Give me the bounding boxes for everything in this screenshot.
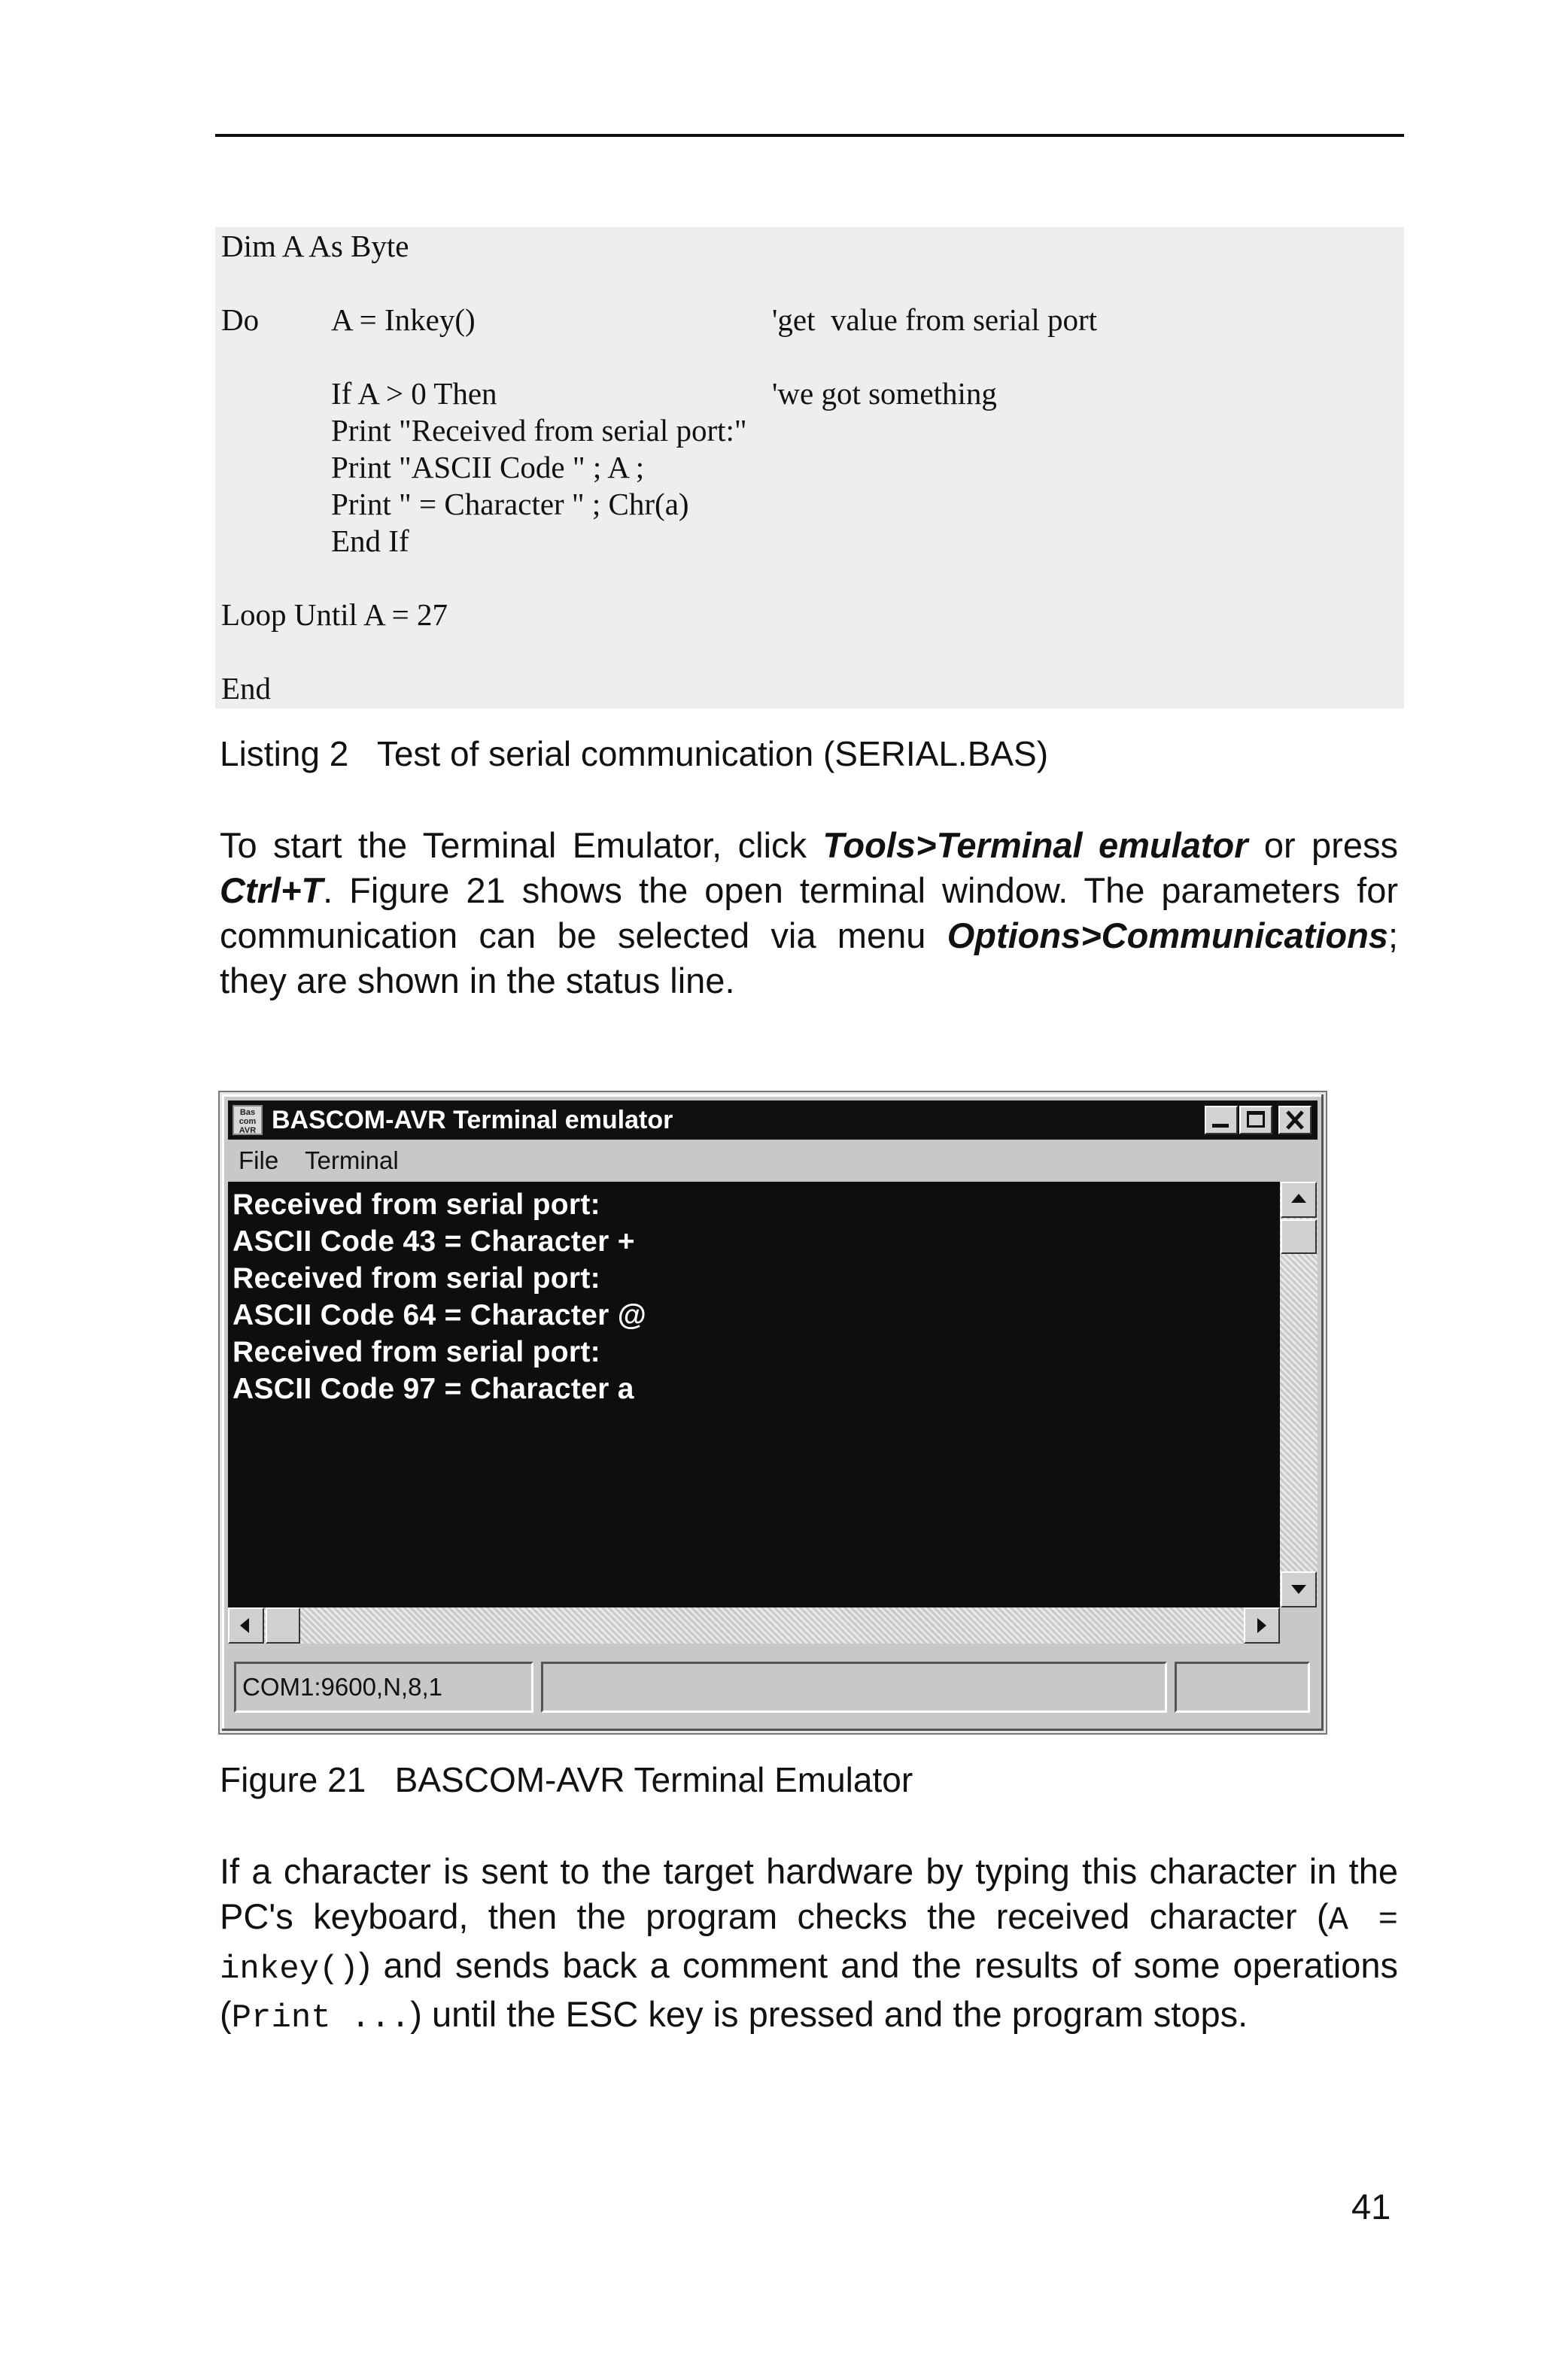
terminal-line: ASCII Code 43 = Character + <box>233 1225 635 1258</box>
vertical-scrollbar[interactable] <box>1280 1182 1318 1607</box>
minimize-button[interactable] <box>1205 1106 1238 1134</box>
scroll-up-button[interactable] <box>1281 1182 1317 1218</box>
top-rule <box>215 134 1404 137</box>
scroll-right-button[interactable] <box>1244 1607 1280 1644</box>
listing-caption: Listing 2 Test of serial communication (SERIAL.BAS) <box>220 734 1049 773</box>
arrow-left-icon <box>240 1618 249 1633</box>
figure-caption: Figure 21 BASCOM-AVR Terminal Emulator <box>220 1760 913 1799</box>
horizontal-scrollbar[interactable] <box>228 1607 1280 1644</box>
status-panel <box>541 1662 1167 1713</box>
title-bar[interactable] <box>228 1100 1318 1140</box>
terminal-line: ASCII Code 97 = Character a <box>233 1373 634 1405</box>
app-icon[interactable]: Bas com AVR <box>233 1105 263 1135</box>
page-number: 41 <box>1351 2187 1391 2227</box>
paragraph-intro: To start the Terminal Emulator, click Tools>Terminal emulator or press Ctrl+T. Figure 21 shows the open terminal window. The parameters for communication can be selected via menu Options>Communications; they are shown in the status line. <box>220 825 1398 1000</box>
terminal-line: ASCII Code 64 = Character @ <box>233 1299 647 1331</box>
maximize-button[interactable] <box>1239 1106 1272 1134</box>
scroll-down-button[interactable] <box>1281 1571 1317 1607</box>
code-listing: Dim A As Byte Do A = Inkey() 'get value from serial port If A > 0 Then 'we got something Print "Received from serial port:" Print "ASCII Code " ; A ; Print " = Character " ; Chr(a) End If Loop Until A = 27 End <box>215 227 1404 709</box>
close-button[interactable] <box>1278 1106 1312 1134</box>
arrow-down-icon <box>1291 1585 1306 1594</box>
status-panel <box>1175 1662 1310 1713</box>
window-title: BASCOM-AVR Terminal emulator <box>272 1106 673 1134</box>
paragraph-explanation: If a character is sent to the target hardware by typing this character in the PC's keyboard, then the program checks the received character (A = inkey()) and sends back a comment and the results of some operations (Print ...) until the ESC key is pressed and the program stops. <box>220 1851 1398 2037</box>
maximize-icon <box>1247 1111 1265 1128</box>
scroll-left-button[interactable] <box>228 1607 264 1644</box>
terminal-output[interactable] <box>228 1182 1280 1607</box>
menu-bar <box>228 1141 1318 1180</box>
status-port-settings: COM1:9600,N,8,1 <box>234 1662 533 1713</box>
minimize-icon <box>1212 1124 1229 1128</box>
arrow-up-icon <box>1291 1194 1306 1203</box>
scroll-thumb[interactable] <box>1281 1219 1317 1254</box>
close-icon <box>1280 1107 1310 1133</box>
terminal-window <box>220 1092 1326 1733</box>
terminal-line: Received from serial port: <box>233 1336 600 1368</box>
scroll-corner <box>1280 1607 1318 1644</box>
arrow-right-icon <box>1257 1618 1266 1633</box>
terminal-line: Received from serial port: <box>233 1262 600 1295</box>
hscroll-thumb[interactable] <box>266 1607 300 1644</box>
terminal-line: Received from serial port: <box>233 1188 600 1221</box>
status-bar <box>228 1651 1318 1719</box>
menu-terminal[interactable]: Terminal <box>305 1146 399 1174</box>
menu-file[interactable]: File <box>239 1146 279 1174</box>
